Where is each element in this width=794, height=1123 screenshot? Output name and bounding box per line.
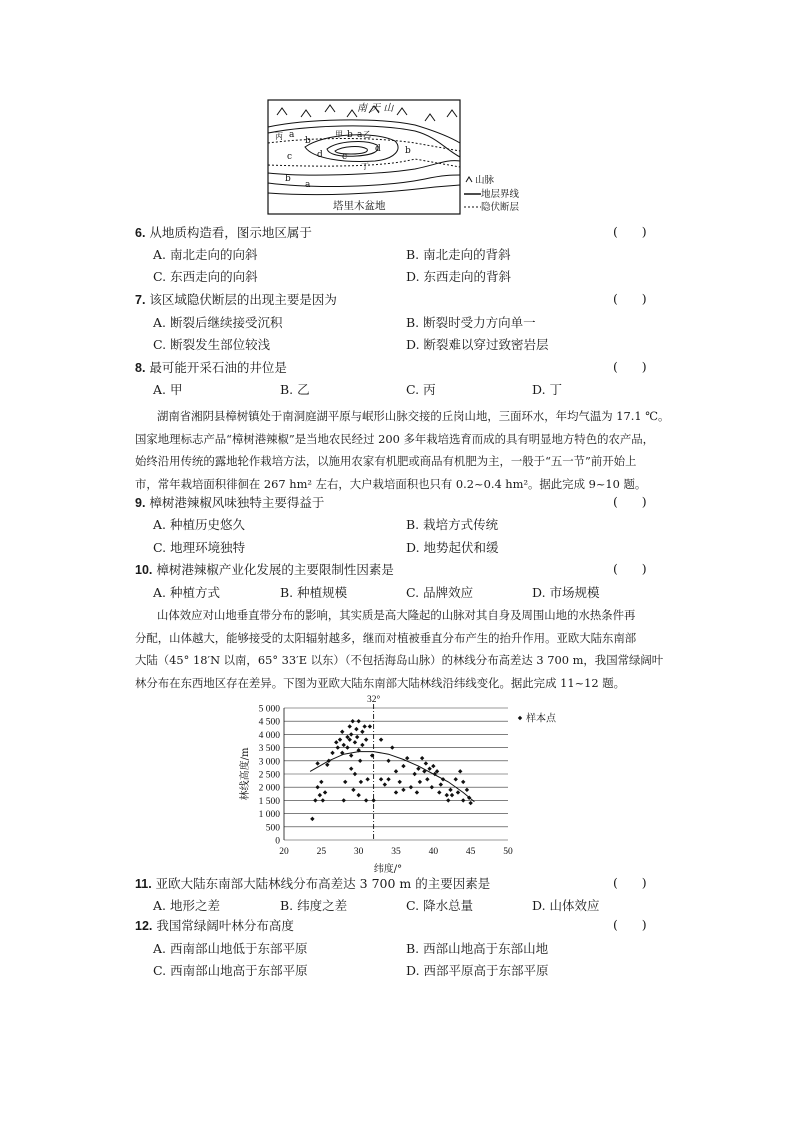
x-tick-label: 50 xyxy=(503,847,513,857)
option-c[interactable]: C. 西南部山地高于东部平原 xyxy=(153,963,308,978)
reference-line-label: 32° xyxy=(366,695,381,705)
sample-point xyxy=(345,745,349,749)
map-label-yi: 乙 xyxy=(363,130,371,139)
map-label-c2: c xyxy=(342,152,348,162)
option-b[interactable]: B. 南北走向的背斜 xyxy=(406,247,511,262)
question-number: 6. xyxy=(135,226,146,240)
option-b[interactable]: B. 断裂时受力方向单一 xyxy=(406,315,536,330)
sample-point xyxy=(371,798,375,802)
sample-point xyxy=(383,782,387,786)
sample-point xyxy=(409,785,413,789)
x-tick-label: 40 xyxy=(428,847,439,857)
sample-point xyxy=(398,780,402,784)
y-tick-label: 2 500 xyxy=(258,770,280,781)
option-d[interactable]: D. 丁 xyxy=(532,382,563,397)
question-text: 樟树港辣椒风味独特主要得益于 xyxy=(149,495,325,510)
sample-point xyxy=(379,737,383,741)
sample-point xyxy=(420,756,424,760)
option-a[interactable]: A. 甲 xyxy=(153,382,183,397)
option-d[interactable]: D. 市场规模 xyxy=(532,585,600,600)
sample-point xyxy=(349,767,353,771)
sample-point xyxy=(431,764,435,768)
sample-point xyxy=(343,780,347,784)
passage-mountain-effect xyxy=(135,604,664,694)
sample-point xyxy=(356,793,360,797)
option-a[interactable]: A. 西南部山地低于东部平原 xyxy=(153,941,308,956)
sample-point xyxy=(327,759,331,763)
legend-label: 样本点 xyxy=(526,713,556,725)
map-label-c1: c xyxy=(287,152,293,162)
question-11 xyxy=(135,875,490,893)
map-basin-label: 塔里木盆地 xyxy=(333,200,386,212)
sample-point xyxy=(319,780,323,784)
y-tick-label: 500 xyxy=(265,823,280,834)
sample-point xyxy=(441,777,445,781)
sample-point xyxy=(342,743,346,747)
sample-point xyxy=(394,769,398,773)
passage-line: 市，常年栽培面积徘徊在 267 hm² 左右，大户栽培面积也只有 0.2~0.4 hm²。据此完成 9~10 题。 xyxy=(135,476,647,491)
map-label-bing: 丙 xyxy=(275,132,283,141)
legend-mountain-label: 山脉 xyxy=(475,175,495,186)
option-d[interactable]: D. 断裂难以穿过致密岩层 xyxy=(406,337,549,352)
sample-point xyxy=(386,759,390,763)
question-8 xyxy=(135,359,287,377)
option-a[interactable]: A. 断裂后继续接受沉积 xyxy=(153,315,283,330)
x-axis-title: 纬度/° xyxy=(373,864,403,874)
passage-line: 林分布在东西地区存在差异。下图为亚欧大陆东南部大陆林线沿纬线变化。据此完成 11~12 题。 xyxy=(135,675,626,690)
x-tick-label: 45 xyxy=(465,847,476,857)
answer-bracket[interactable]: ( ) xyxy=(613,561,647,576)
sample-point xyxy=(318,793,322,797)
sample-point xyxy=(368,724,372,728)
map-label-a1: a xyxy=(289,130,295,140)
sample-point xyxy=(348,724,352,728)
y-tick-label: 3 500 xyxy=(258,744,280,755)
trend-curve xyxy=(310,752,474,802)
option-c[interactable]: C. 地理环境独特 xyxy=(153,540,246,555)
y-tick-label: 5 000 xyxy=(258,704,280,715)
option-c[interactable]: C. 东西走向的向斜 xyxy=(153,269,258,284)
passage-line: 山体效应对山地垂直带分布的影响，其实质是高大隆起的山脉对其自身及周围山地的水热条件再 xyxy=(157,608,636,622)
sample-point xyxy=(310,817,314,821)
y-tick-label: 0 xyxy=(275,836,280,847)
sample-point xyxy=(450,793,454,797)
answer-bracket[interactable]: ( ) xyxy=(613,494,647,509)
y-tick-label: 4 000 xyxy=(258,730,280,741)
sample-point xyxy=(418,780,422,784)
sample-point xyxy=(465,788,469,792)
sample-point xyxy=(349,753,353,757)
sample-point xyxy=(401,788,405,792)
option-c[interactable]: C. 降水总量 xyxy=(406,898,474,913)
option-a[interactable]: A. 种植历史悠久 xyxy=(153,517,245,532)
option-b[interactable]: B. 栽培方式传统 xyxy=(406,517,499,532)
map-label-b2: b xyxy=(405,146,411,156)
x-tick-label: 20 xyxy=(279,847,289,857)
sample-point xyxy=(353,740,357,744)
treeline-chart xyxy=(236,694,576,874)
passage-line: 始终沿用传统的露地轮作栽培方法，以施用农家有机肥或商品有机肥为主，一般于“五一节”前开始上 xyxy=(135,454,637,468)
sample-point xyxy=(415,790,419,794)
sample-point xyxy=(338,737,342,741)
y-tick-label: 3 000 xyxy=(258,757,280,768)
sample-point xyxy=(461,798,465,802)
answer-bracket[interactable]: ( ) xyxy=(613,875,647,890)
map-label-ding: 丁 xyxy=(361,162,369,171)
question-number: 10. xyxy=(135,563,153,577)
question-number: 12. xyxy=(135,919,153,933)
question-text: 从地质构造看，图示地区属于 xyxy=(149,225,312,240)
sample-point xyxy=(340,730,344,734)
sample-point xyxy=(350,719,354,723)
y-tick-label: 2 000 xyxy=(258,783,280,794)
sample-point xyxy=(379,777,383,781)
question-text: 樟树港辣椒产业化发展的主要限制性因素是 xyxy=(156,562,394,577)
question-9 xyxy=(135,494,324,512)
sample-point xyxy=(336,745,340,749)
sample-point xyxy=(446,798,450,802)
y-axis-title: 林线高度/m xyxy=(240,747,251,801)
y-tick-label: 1 500 xyxy=(258,796,280,807)
sample-point xyxy=(313,798,317,802)
sample-point xyxy=(430,785,434,789)
answer-bracket[interactable]: ( ) xyxy=(613,917,647,932)
option-c[interactable]: C. 断裂发生部位较浅 xyxy=(153,337,271,352)
legend-marker xyxy=(518,716,522,720)
sample-point xyxy=(364,798,368,802)
option-d[interactable]: D. 西部平原高于东部平原 xyxy=(406,963,549,978)
map-label-b3: b xyxy=(285,174,291,184)
sample-point xyxy=(448,788,452,792)
question-10 xyxy=(135,561,394,579)
option-d[interactable]: D. 东西走向的背斜 xyxy=(406,269,512,284)
sample-point xyxy=(354,727,358,731)
question-6 xyxy=(135,224,312,242)
map-label-a3: a xyxy=(357,130,363,140)
answer-bracket[interactable]: ( ) xyxy=(613,359,647,374)
sample-point xyxy=(412,772,416,776)
option-b[interactable]: B. 乙 xyxy=(280,382,310,397)
sample-point xyxy=(401,764,405,768)
map-label-b4: b xyxy=(347,130,353,140)
option-a[interactable]: A. 种植方式 xyxy=(153,585,220,600)
map-label-d1: d xyxy=(317,150,323,160)
sample-point xyxy=(365,777,369,781)
question-number: 9. xyxy=(135,496,146,510)
map-mountain-label: 南 天 山 xyxy=(357,103,394,114)
sample-point xyxy=(334,740,338,744)
sample-point xyxy=(360,743,364,747)
option-d[interactable]: D. 山体效应 xyxy=(532,898,600,913)
passage-line: 湖南省湘阴县樟树镇处于南洞庭湖平原与岷形山脉交接的丘岗山地，三面环水，年均气温为 17.1 ℃。 xyxy=(157,409,670,423)
sample-point xyxy=(362,724,366,728)
legend-mountain-icon xyxy=(466,177,472,182)
question-text: 亚欧大陆东南部大陆林线分布高差达 3 700 m 的主要因素是 xyxy=(155,876,491,891)
option-d[interactable]: D. 地势起伏和缓 xyxy=(406,540,499,555)
sample-point xyxy=(351,788,355,792)
map-label-jia: 甲 xyxy=(335,130,343,139)
option-b[interactable]: B. 种植规模 xyxy=(280,585,348,600)
passage-zhangshugang xyxy=(135,405,670,495)
x-tick-label: 25 xyxy=(316,847,327,857)
sample-point xyxy=(437,790,441,794)
question-number: 7. xyxy=(135,293,146,307)
option-b[interactable]: B. 西部山地高于东部山地 xyxy=(406,941,549,956)
sample-point xyxy=(359,780,363,784)
sample-point xyxy=(424,761,428,765)
map-label-a2: a xyxy=(305,180,311,190)
map-label-d2: d xyxy=(375,144,381,154)
option-a[interactable]: A. 南北走向的向斜 xyxy=(153,247,258,262)
sample-point xyxy=(425,777,429,781)
sample-point xyxy=(321,798,325,802)
sample-point xyxy=(445,793,449,797)
map-label-b1: b xyxy=(305,136,311,146)
x-tick-label: 35 xyxy=(391,847,401,857)
sample-point xyxy=(355,735,359,739)
y-tick-label: 1 000 xyxy=(258,810,280,821)
passage-line: 大陆（45° 18′N 以南，65° 33′E 以东）（不包括海岛山脉）的林线分布高差达 3 700 m，我国常绿阔叶 xyxy=(135,653,664,667)
sample-point xyxy=(315,761,319,765)
sample-point xyxy=(330,751,334,755)
sample-point xyxy=(360,730,364,734)
sample-point xyxy=(427,767,431,771)
y-tick-label: 4 500 xyxy=(258,717,280,728)
passage-line: 分配，山体越大，能够接受的太阳辐射越多，继而对植被垂直分布产生的抬升作用。亚欧大陆东南部 xyxy=(135,630,637,645)
legend-boundary-label: 地层界线 xyxy=(481,189,520,200)
geologic-map-svg xyxy=(265,97,530,217)
answer-bracket[interactable]: ( ) xyxy=(613,224,647,239)
sample-point xyxy=(364,737,368,741)
answer-bracket[interactable]: ( ) xyxy=(613,291,647,306)
treeline-chart-svg xyxy=(236,694,576,874)
sample-point xyxy=(439,782,443,786)
sample-point xyxy=(454,777,458,781)
sample-point xyxy=(323,790,327,794)
option-a[interactable]: A. 地形之差 xyxy=(153,898,220,913)
sample-point xyxy=(342,798,346,802)
x-tick-label: 30 xyxy=(353,847,364,857)
option-b[interactable]: B. 纬度之差 xyxy=(280,898,348,913)
option-c[interactable]: C. 品牌效应 xyxy=(406,585,474,600)
sample-point xyxy=(461,780,465,784)
sample-point xyxy=(458,769,462,773)
passage-line: 国家地理标志产品“樟树港辣椒”是当地农民经过 200 多年栽培选育而成的具有明显地方特色的农产品， xyxy=(135,431,655,446)
question-number: 11. xyxy=(135,877,152,891)
question-12 xyxy=(135,917,294,935)
sample-point xyxy=(468,801,472,805)
geologic-map xyxy=(265,97,530,217)
option-c[interactable]: C. 丙 xyxy=(406,382,436,397)
legend-fault-label: 隐伏断层 xyxy=(481,202,520,213)
sample-point xyxy=(349,732,353,736)
sample-point xyxy=(456,790,460,794)
sample-point xyxy=(358,759,362,763)
question-7 xyxy=(135,291,337,309)
sample-point xyxy=(315,785,319,789)
question-text: 我国常绿阔叶林分布高度 xyxy=(156,918,294,933)
map-legend xyxy=(464,174,520,213)
sample-point xyxy=(390,745,394,749)
sample-point xyxy=(353,772,357,776)
sample-point xyxy=(405,756,409,760)
sample-point xyxy=(394,790,398,794)
question-text: 该区域隐伏断层的出现主要是因为 xyxy=(149,292,337,307)
question-number: 8. xyxy=(135,361,146,375)
sample-point xyxy=(386,777,390,781)
sample-point xyxy=(325,763,329,767)
question-text: 最可能开采石油的井位是 xyxy=(149,360,287,375)
sample-point xyxy=(356,719,360,723)
